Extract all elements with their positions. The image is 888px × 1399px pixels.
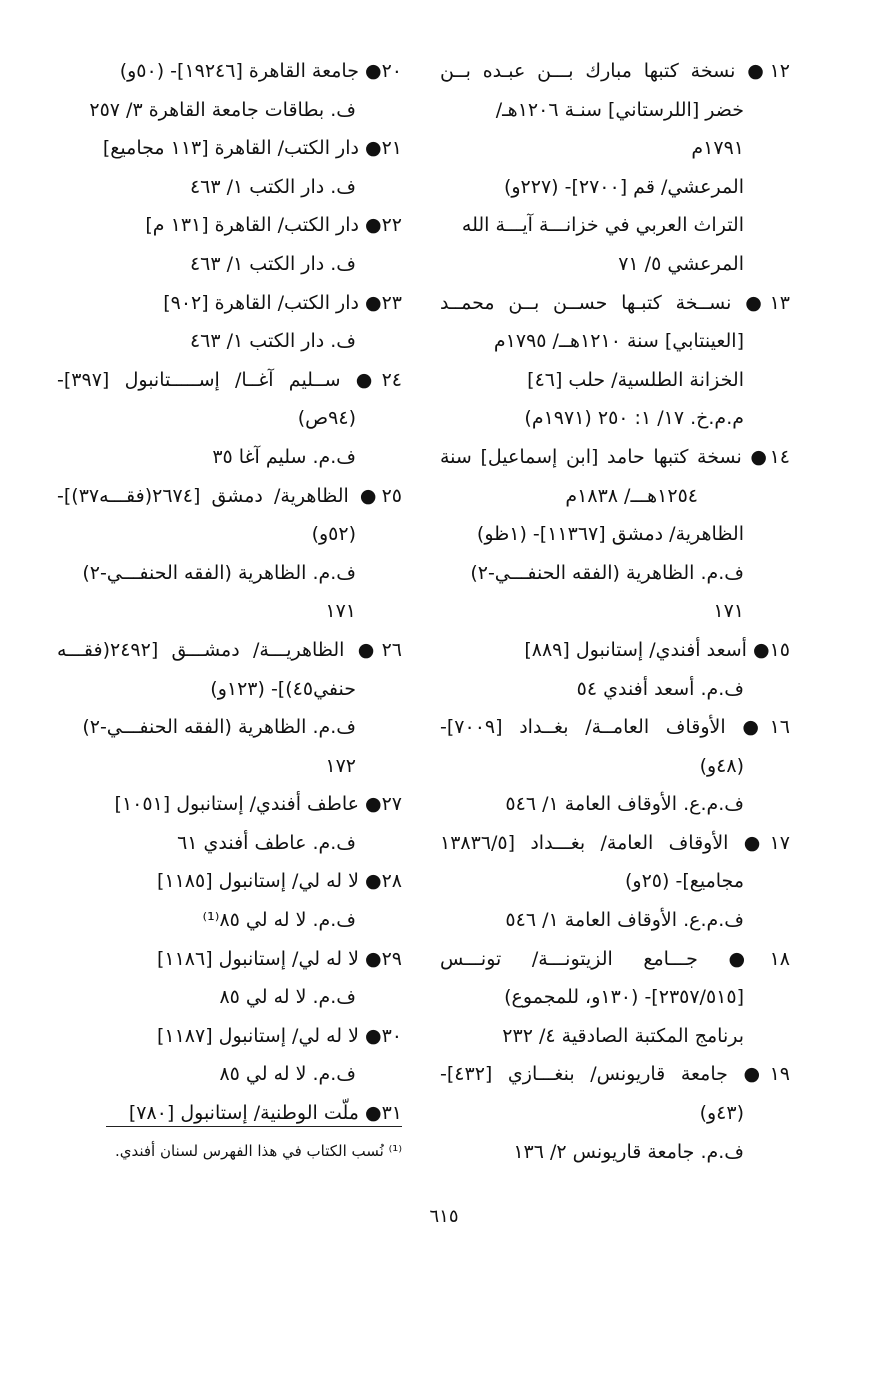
entry-detail-line: ف.م. أسعد أفندي ٥٤ [576, 677, 744, 700]
entry-heading-line: ١٢● نسخة كتبها مبارك بـــن عبـده بــن [440, 60, 790, 82]
entry-detail-line: الظاهرية/ دمشق [١١٣٦٧]- (١ظو) [476, 523, 744, 546]
entry-detail-line: ١٧١ [713, 600, 744, 623]
entry-detail-line: ١٢٥٤هـــ/ ١٨٣٨م [565, 484, 698, 507]
entry-heading-line: ١٣● نســخة كتبـها حســن بــن محمــد [440, 291, 790, 314]
entry-detail-line: برنامج المكتبة الصادقية ٤/ ٢٣٢ [502, 1024, 744, 1047]
entry-detail-line: (٤٨و) [699, 754, 744, 777]
entry-heading-line: ٢٧● عاطف أفندي/ إستانبول [١٠٥١] [114, 793, 402, 816]
entry-detail-line: م.م.خ. ١٧/ ١: ٢٥٠ (١٩٧١م) [524, 407, 744, 430]
entry-detail-line: ١٧٢ [325, 754, 356, 777]
entry-detail-line: حنفي٤٥)]- (١٢٣و) [210, 677, 356, 700]
entry-heading-line: ٣٠● لا له لي/ إستانبول [١١٨٧] [156, 1024, 402, 1047]
entry-detail-line: ف. دار الكتب ١/ ٤٦٣ [189, 175, 356, 198]
entry-heading-line: ٢٤● ســليم آغــا/ إســـــتانبول [٣٩٧]- [57, 368, 402, 391]
entry-detail-line: [٢٣٥٧/٥١٥]- (١٣٠و، للمجموع) [504, 986, 744, 1009]
entry-heading-line: ٢٣● دار الكتب/ القاهرة [٩٠٢] [163, 291, 402, 314]
entry-heading-line: ٢٩● لا له لي/ إستانبول [١١٨٦] [156, 947, 402, 970]
entry-heading-line: ٢٥● الظاهرية/ دمشق [٢٦٧٤(فقـــه٣٧)]- [57, 484, 402, 507]
entry-heading-line: ١٩● جامعة قاريونس/ بنغـــازي [٤٣٢]- [440, 1063, 790, 1086]
right-column [440, 52, 790, 1171]
entry-detail-line: ف.م. لا له لي ٨٥ [219, 986, 356, 1009]
entry-detail-line: ف. دار الكتب ١/ ٤٦٣ [189, 252, 356, 275]
entry-detail-line: التراث العربي في خزانـــة آيـــة الله [461, 214, 744, 237]
entry-detail-line: ف.م. جامعة قاريونس ٢/ ١٣٦ [513, 1140, 744, 1163]
entry-detail-line: ف.م. لا له لي ٨٥ [219, 1063, 356, 1086]
entry-detail-line: (٤٣و) [699, 1102, 744, 1125]
entry-detail-line: (٥٢و) [311, 523, 356, 546]
entry-detail-line: ف.م. الظاهرية (الفقه الحنفـــي-٢) [470, 561, 744, 584]
entry-detail-line: (٩٤ص) [297, 407, 356, 430]
entry-detail-line: المرعشي ٥/ ٧١ [618, 252, 744, 275]
entry-detail-line: ١٧٩١م [691, 137, 744, 160]
footnote: ⁽¹⁾ نُسب الكتاب في هذا الفهرس لسنان أفندي. [114, 1142, 402, 1160]
entry-detail-line: [العينتابي] سنة ١٢١٠هــ/ ١٧٩٥م [493, 330, 744, 353]
entry-detail-line: مجاميع]- (٢٥و) [625, 870, 744, 893]
entry-heading-line: ١٤● نسخة كتبها حامد [ابن إسماعيل] سنة [440, 445, 790, 468]
entry-heading-line: ٢١● دار الكتب/ القاهرة [١١٣ مجاميع] [102, 137, 402, 160]
entry-detail-line: ف.م. عاطف أفندي ٦١ [177, 831, 356, 854]
entry-detail-line: خضر [اللرستاني] سنـة ١٢٠٦هـ/ [495, 98, 744, 121]
entry-detail-line: ١٧١ [325, 600, 356, 623]
entry-detail-line: ف.م. الظاهرية (الفقه الحنفـــي-٢) [82, 561, 356, 584]
entry-detail-line: ف. بطاقات جامعة القاهرة ٣/ ٢٥٧ [89, 98, 356, 121]
entry-heading-line: ٢٦● الظاهريـــة/ دمشـــق [٢٤٩٢(فقـــه [57, 638, 402, 661]
entry-detail-line: ف.م. لا له لي ٨٥⁽¹⁾ [202, 909, 356, 932]
entry-heading-line: ١٧● الأوقاف العامة/ بغـــداد [١٣٨٣٦/٥ [440, 831, 790, 854]
footnote-separator [106, 1126, 402, 1127]
left-column [57, 52, 402, 1133]
entry-heading-line: ١٥● أسعد أفندي/ إستانبول [٨٨٩] [524, 638, 790, 661]
entry-detail-line: ف.م.ع. الأوقاف العامة ١/ ٥٤٦ [505, 793, 744, 816]
entry-detail-line: الخزانة الطلسية/ حلب [٤٦] [527, 368, 744, 391]
entry-detail-line: ف.م. سليم آغا ٣٥ [212, 445, 356, 468]
entry-detail-line: ف.م.ع. الأوقاف العامة ١/ ٥٤٦ [505, 909, 744, 932]
entry-heading-line: ٣١● ملّت الوطنية/ إستانبول [٧٨٠] [128, 1102, 402, 1125]
entry-heading-line: ١٦● الأوقاف العامــة/ بغــداد [٧٠٠٩]- [440, 716, 790, 739]
entry-heading-line: ١٨● جـــامع الزيتونـــة/ تونـــس [440, 947, 790, 970]
entry-detail-line: المرعشي/ قم [٢٧٠٠]- (٢٢٧و) [503, 175, 744, 198]
page-number: ٦١٥ [429, 1206, 459, 1227]
entry-heading-line: ٢٠● جامعة القاهرة [١٩٢٤٦]- (٥٠و) [119, 60, 402, 82]
entry-detail-line: ف. دار الكتب ١/ ٤٦٣ [189, 330, 356, 353]
entry-heading-line: ٢٢● دار الكتب/ القاهرة [١٣١ م] [145, 214, 402, 237]
entry-heading-line: ٢٨● لا له لي/ إستانبول [١١٨٥] [156, 870, 402, 893]
entry-detail-line: ف.م. الظاهرية (الفقه الحنفـــي-٢) [82, 716, 356, 739]
